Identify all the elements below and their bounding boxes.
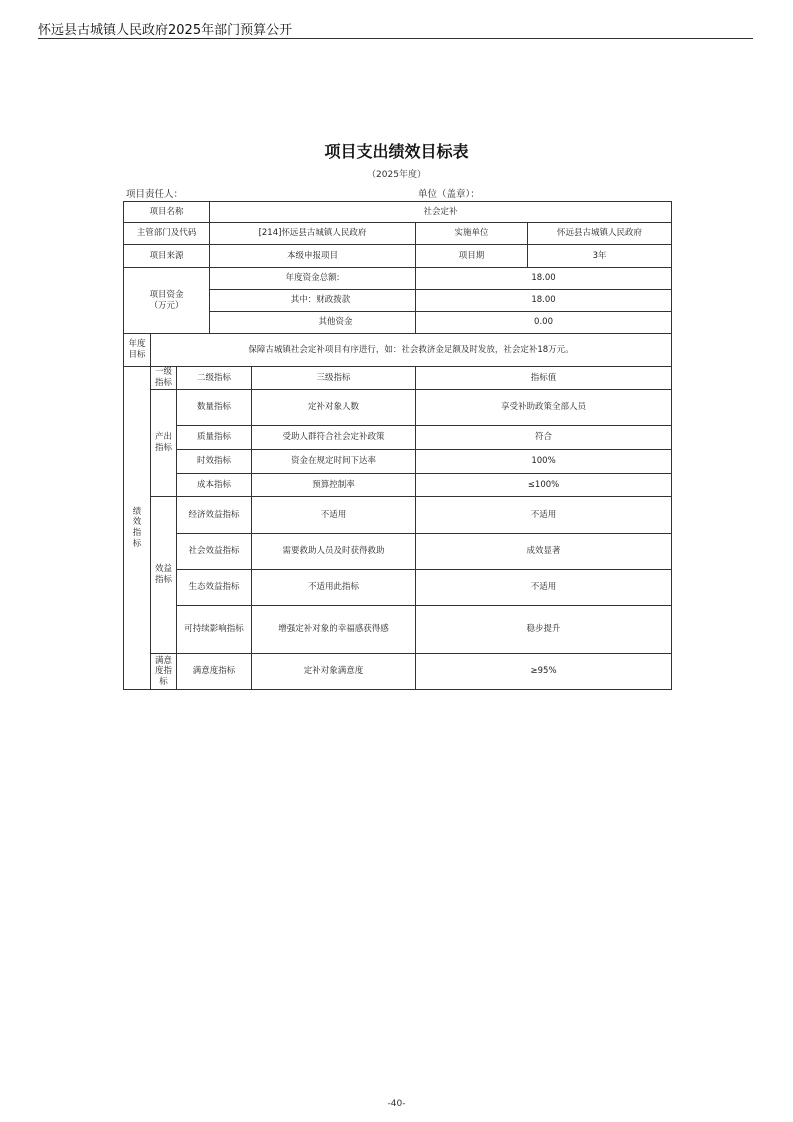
level1-header: 一级指标 [151,367,177,390]
funds-fiscal-label: 其中：财政拨款 [210,290,416,312]
benefit-level3: 增强定补对象的幸福感获得感 [252,606,416,654]
benefit-level2: 可持续影响指标 [177,606,252,654]
table-row [124,474,672,497]
funds-fiscal-value: 18.00 [416,290,672,312]
annual-goal-label [124,334,151,367]
funds-label-line2: （万元） [149,300,184,311]
table-row [124,654,672,690]
table-row [124,426,672,450]
output-level2: 成本指标 [177,474,252,497]
table-row [124,450,672,474]
annual-goal-text: 保障古城镇社会定补项目有序进行，如：社会救济金足额及时发放，社会定补18万元。 [151,334,672,367]
annual-goal-label-line1: 年度 [128,339,146,350]
output-level3: 预算控制率 [252,474,416,497]
satisfaction-level2: 满意度指标 [177,654,252,690]
output-value: ≤100% [416,474,672,497]
benefit-level3: 不适用此指标 [252,570,416,606]
output-level2: 数量指标 [177,390,252,426]
annual-goal-label-line2: 目标 [128,350,146,360]
table-row [124,534,672,570]
funds-label [124,268,210,334]
implementing-unit-value: 怀远县古城镇人民政府 [528,223,672,245]
benefit-indicators-label: 效益指标 [151,497,177,654]
department-value: [214]怀远县古城镇人民政府 [210,223,416,245]
page-header: 怀远县古城镇人民政府2025年部门预算公开 [38,23,293,38]
row-metrics-header [124,367,672,390]
output-value: 100% [416,450,672,474]
satisfaction-level3: 定补对象满意度 [252,654,416,690]
benefit-level3: 需要救助人员及时获得救助 [252,534,416,570]
unit-stamp-label: 单位（盖章）： [418,189,480,200]
level3-header: 三级指标 [252,367,416,390]
performance-goal-table [123,201,672,690]
funds-total-label: 年度资金总额: [210,268,416,290]
funds-total-value: 18.00 [416,268,672,290]
page-number: -40- [387,1099,406,1109]
row-source [124,245,672,268]
row-annual-goal [124,334,672,367]
value-header: 指标值 [416,367,672,390]
project-name-label: 项目名称 [124,202,210,223]
implementing-unit-label: 实施单位 [416,223,528,245]
satisfaction-value: ≥95% [416,654,672,690]
output-level3: 资金在规定时间下达率 [252,450,416,474]
output-value: 享受补助政策全部人员 [416,390,672,426]
output-level3: 受助人群符合社会定补政策 [252,426,416,450]
table-row [124,570,672,606]
satisfaction-indicators-label: 满意度指标 [151,654,177,690]
responsible-person-label: 项目责任人： [126,189,184,200]
source-label: 项目来源 [124,245,210,268]
funds-other-label: 其他资金 [210,312,416,334]
benefit-level3: 不适用 [252,497,416,534]
header-divider [38,38,753,39]
output-value: 符合 [416,426,672,450]
row-project-name [124,202,672,223]
benefit-level2: 经济效益指标 [177,497,252,534]
funds-label-line1: 项目资金 [149,289,184,300]
budget-year: （2025年度） [367,170,426,180]
performance-indicators-label [124,367,151,690]
source-value: 本级申报项目 [210,245,416,268]
benefit-value: 成效显著 [416,534,672,570]
period-label: 项目期 [416,245,528,268]
level2-header: 二级指标 [177,367,252,390]
project-name-value: 社会定补 [210,202,672,223]
output-level2: 时效指标 [177,450,252,474]
table-row [124,390,672,426]
group-label-char: 效 [132,517,142,528]
benefit-value: 不适用 [416,570,672,606]
row-funds-total [124,268,672,290]
benefit-level2: 社会效益指标 [177,534,252,570]
table-title: 项目支出绩效目标表 [324,142,469,161]
benefit-value: 不适用 [416,497,672,534]
department-label: 主管部门及代码 [124,223,210,245]
output-indicators-label: 产出指标 [151,390,177,497]
benefit-value: 稳步提升 [416,606,672,654]
table-row [124,497,672,534]
period-value: 3年 [528,245,672,268]
benefit-level2: 生态效益指标 [177,570,252,606]
output-level2: 质量指标 [177,426,252,450]
funds-other-value: 0.00 [416,312,672,334]
group-label-char: 标 [132,538,142,549]
output-level3: 定补对象人数 [252,390,416,426]
table-row [124,606,672,654]
group-label-char: 指 [132,528,142,538]
group-label-char: 绩 [132,506,142,517]
row-department [124,223,672,245]
